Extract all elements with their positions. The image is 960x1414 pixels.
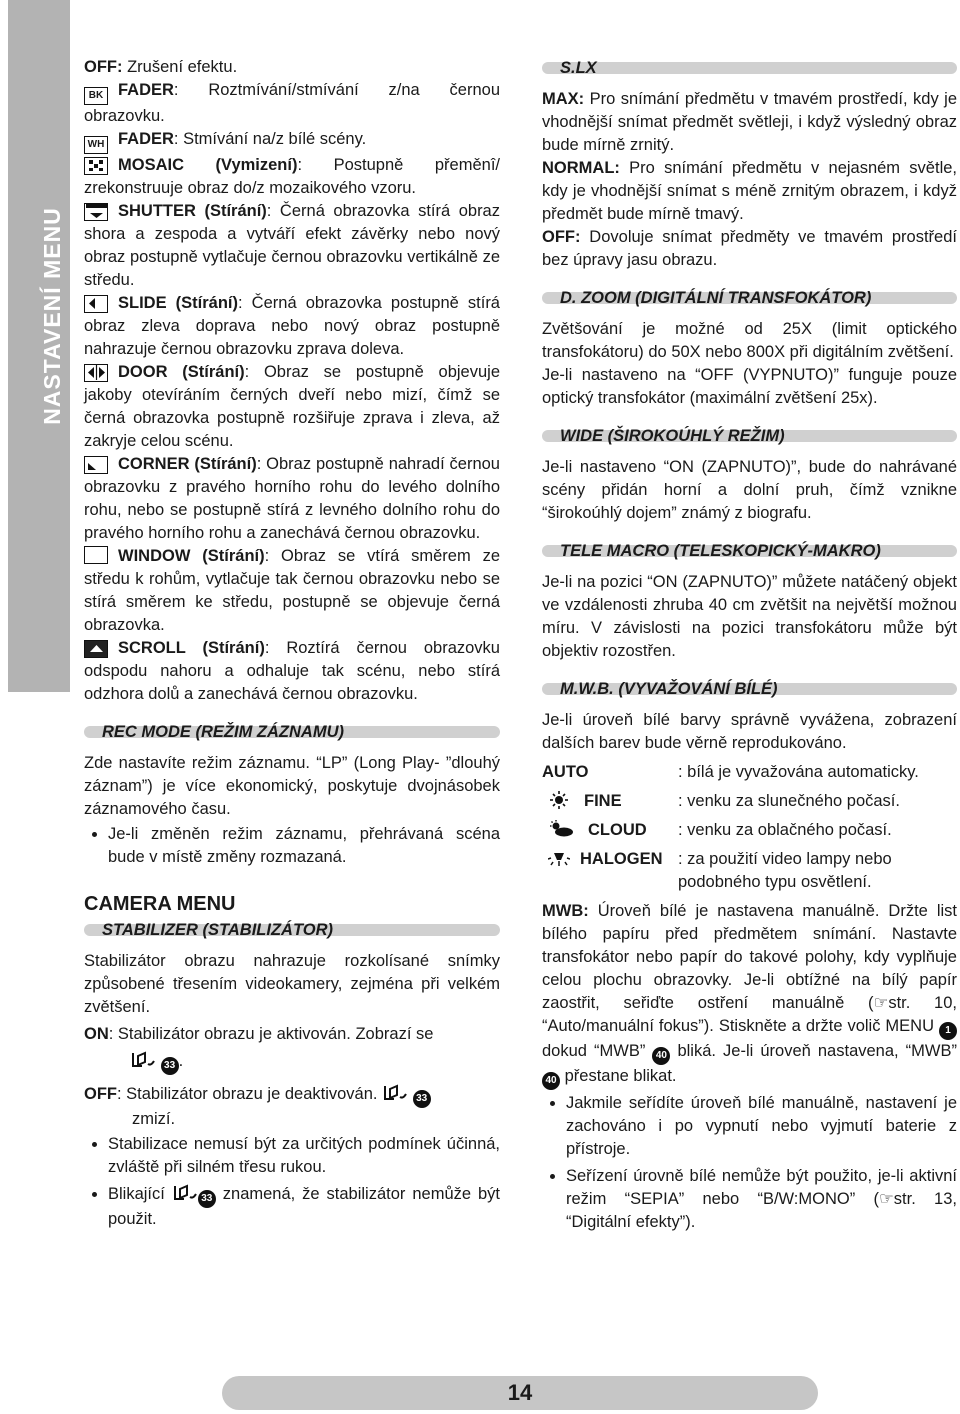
mwb-text: dokud “MWB” <box>542 1042 646 1060</box>
ref-number-40: 40 <box>542 1072 560 1090</box>
wide-title: WIDE (ŠIROKOÚHLÝ REŽIM) <box>560 427 785 445</box>
stabilizer-bullet <box>108 1183 500 1231</box>
fader-bk-text: : Roztmívání/stmívání z/na černou obrazovku. <box>84 81 500 125</box>
mwb-text: Úroveň bílé je nastavena manuálně. Držte list bílého papíru před předmětem snímání. Nastavte transfokátor nebo papír do takové polohy, kdy vyplňuje celou plochu obrazovky. Je-li obtížné na bílý papír zaostřit, seřiďte ostření manuálně ( <box>542 902 957 1012</box>
stabilizer-on-entry <box>84 1023 500 1046</box>
cloud-icon <box>548 820 570 838</box>
wb-halogen-row <box>542 848 957 894</box>
fader-white-icon: WH <box>84 136 108 154</box>
fader-bk-entry <box>84 79 500 128</box>
halogen-icon <box>548 849 570 867</box>
normal-label: NORMAL: <box>542 159 620 177</box>
window-entry <box>84 545 500 637</box>
stabilizer-heading <box>84 918 500 942</box>
shutter-text: : Černá obrazovka stírá obraz shora a zespoda a vytváří efekt závěrky nebo nový obraz postupně vytlačuje černou obrazovku vertikálně ze středu. <box>84 202 500 289</box>
rec-mode-bullet: • Je-li změněn režim záznamu, přehrávaná scéna bude v místě změny rozmazaná. <box>108 823 500 869</box>
stabilizer-icon <box>130 1050 156 1070</box>
cloud-label: CLOUD <box>588 821 647 839</box>
mwb-intro: Je-li úroveň bílé barvy správně vyvážena, zobrazení dalších barev bude věrně reprodukováno. <box>542 711 957 752</box>
dzoom-text: Zvětšování je možné od 25X (limit optického transfokátoru) do 50X nebo 800X při digitálním zvětšení. <box>542 320 957 361</box>
page-number: 14 <box>507 1380 533 1405</box>
mwb-text: Stiskněte a držte volič MENU <box>718 1017 935 1035</box>
shutter-label: SHUTTER (Stírání) <box>118 202 267 220</box>
off-label: OFF: <box>84 58 123 76</box>
ref-number-33: 33 <box>161 1057 179 1075</box>
stabilizer-bullets <box>84 1133 500 1231</box>
corner-text: : Obraz postupně nahradí černou obrazovku z pravého horního rohu do levého dolního rohu, nebo se postupně stírá z levného dolního rohu do pravého horního rohu a zanechává černou obrazovku. <box>84 455 500 542</box>
door-icon <box>84 364 108 382</box>
stabilizer-text: Stabilizátor obrazu nahrazuje rozkolísané snímky způsobené třesením videokamery, zejména při velkém zvětšení. <box>84 952 500 1016</box>
normal-text: Pro snímání předmětu v nejasném světle, kdy je vhodnější snímat s méně zrnitým obrazem, i když předmět bude mírně tmavý. <box>542 159 957 223</box>
slx-title: S.LX <box>560 59 597 77</box>
max-label: MAX: <box>542 90 585 108</box>
stabilizer-icon <box>172 1183 198 1203</box>
stabilizer-on-icon-line: 33 . <box>84 1050 500 1075</box>
max-text: Pro snímání předmětu v tmavém prostředí, kdy je vhodnější snímat předmět světleji, i když výsledný obraz bude mírně zrnitý. <box>542 90 957 154</box>
fader-wh-label: FADER <box>118 130 174 148</box>
fader-wh-text: : Stmívání na/z bílé scény. <box>173 130 367 148</box>
ref-number-1: 1 <box>939 1022 957 1040</box>
off-text: : Stabilizátor obrazu je deaktivován. <box>117 1085 378 1103</box>
window-label: WINDOW (Stírání) <box>118 547 265 565</box>
off-entry <box>84 56 500 79</box>
door-label: DOOR (Stírání) <box>118 363 245 381</box>
rec-mode-heading <box>84 720 500 744</box>
dzoom-title: D. ZOOM (DIGITÁLNÍ TRANSFOKÁTOR) <box>560 289 872 307</box>
section-tab-label: NASTAVENÍ MENU <box>39 207 65 425</box>
scroll-text: : Roztírá černou obrazovku odspodu nahoru a odhaluje tak scénu, nebo stírá odzhora dolů a zanechává černou obrazovku. <box>84 639 500 703</box>
shutter-entry <box>84 200 500 292</box>
sun-icon <box>548 791 570 809</box>
slx-heading <box>542 56 957 80</box>
fader-black-icon: BK <box>84 87 108 105</box>
slide-text: : Černá obrazovka postupně stírá obraz zleva doprava nebo nový obraz postupně nahrazuje černou obrazovku zprava doleva. <box>84 294 500 358</box>
section-tab <box>8 0 70 692</box>
pointing-hand-icon: ☞ <box>878 1190 894 1208</box>
bullet-text: Blikající <box>108 1185 165 1203</box>
mosaic-text: : Postupně přeměnî/ zrekonstruuje obraz do/z mozaikového vzoru. <box>84 156 500 197</box>
tele-macro-heading <box>542 539 957 563</box>
dzoom-text: Je-li nastaveno na “OFF (VYPNUTO)” funguje pouze optický transfokátor (maximální zvětšení 25x). <box>542 366 957 407</box>
pointing-hand-icon: ☞ <box>873 994 889 1012</box>
fine-text: : venku za slunečného počasí. <box>678 792 900 810</box>
off-tail: zmizí. <box>132 1110 176 1128</box>
window-icon <box>84 546 108 564</box>
bullet-text: znamená, že stabilizátor nemůže být použit. <box>108 1185 500 1228</box>
bullet-text: Seřízení úrovně bílé nemůže být použito, je-li aktivní režim “SEPIA” nebo “B/W:MONO” ( <box>566 1167 957 1208</box>
fader-wh-entry <box>84 128 500 154</box>
mwb-label: MWB: <box>542 902 589 920</box>
corner-icon <box>84 456 108 474</box>
rec-mode-bullets <box>84 823 500 869</box>
wide-text: Je-li nastaveno “ON (ZAPNUTO)”, bude do nahrávané scény přidán horní a dolní pruh, čímž vznikne “širokoúhlý dojem” známý z biografu. <box>542 458 957 522</box>
stabilizer-icon <box>382 1083 408 1103</box>
bullet-text: str. 13, “Digitální efekty”). <box>566 1190 957 1231</box>
cloud-text: : venku za oblačného počasí. <box>678 821 892 839</box>
stabilizer-off-entry <box>84 1083 500 1108</box>
door-text: : Obraz se postupně objevuje jakoby otevíráním černých dveří nebo mizí, čímž se černá obrazovka postupně rozšiřuje zprava i zleva, až zakryje celou scénu. <box>84 363 500 450</box>
corner-label: CORNER (Stírání) <box>118 455 257 473</box>
slide-icon <box>84 295 108 313</box>
left-column <box>84 56 500 1235</box>
page-number-bar <box>222 1376 818 1410</box>
mwb-entry <box>542 900 957 1090</box>
mwb-title: M.W.B. (VYVAŽOVÁNÍ BÍLÉ) <box>560 680 778 698</box>
fine-label: FINE <box>584 792 622 810</box>
rec-mode-text: Zde nastavíte režim záznamu. “LP” (Long Play- ”dlouhý záznam”) je více ekonomický, poskytuje dvojnásobek záznamového času. <box>84 754 500 818</box>
stabilizer-title: STABILIZER (STABILIZÁTOR) <box>102 921 333 939</box>
off-label: OFF <box>84 1085 117 1103</box>
halogen-text: : za použití video lampy nebo podobného typu osvětlení. <box>678 850 892 891</box>
tele-macro-text: Je-li na pozici “ON (ZAPNUTO)” můžete natáčený objekt ve vzdálenosti zhruba 40 cm zvětšit na největší možnou míru. V závislosti na pozici transfokátoru může být objektiv rozostřen. <box>542 573 957 660</box>
scroll-icon <box>84 640 108 658</box>
auto-text: : bílá je vyvažována automaticky. <box>678 763 919 781</box>
right-column <box>542 56 957 1238</box>
mosaic-icon <box>84 157 108 175</box>
normal-entry <box>542 157 957 226</box>
mwb-bullet <box>566 1165 957 1234</box>
ref-number-33: 33 <box>198 1190 216 1208</box>
slide-label: SLIDE (Stírání) <box>118 294 239 312</box>
wb-cloud-row <box>542 819 957 842</box>
door-entry <box>84 361 500 453</box>
dzoom-heading <box>542 286 957 310</box>
camera-menu-heading: CAMERA MENU <box>84 893 236 915</box>
tele-macro-title: TELE MACRO (TELESKOPICKÝ-MAKRO) <box>560 542 881 560</box>
on-label: ON <box>84 1025 109 1043</box>
slide-entry <box>84 292 500 361</box>
mwb-text: přestane blikat. <box>564 1067 677 1085</box>
mwb-heading <box>542 677 957 701</box>
mwb-bullets <box>542 1092 957 1234</box>
stabilizer-bullet: • Stabilizace nemusí být za určitých podmínek účinná, zvláště při silném třesu rukou. <box>108 1133 500 1179</box>
fader-bk-label: FADER <box>118 81 174 99</box>
auto-label: AUTO <box>542 763 589 781</box>
on-text: : Stabilizátor obrazu je aktivován. Zobrazí se <box>108 1025 434 1043</box>
wide-heading <box>542 424 957 448</box>
shutter-icon <box>84 203 108 221</box>
mwb-ref: str. 10, “Auto/manuální fokus”). <box>542 994 957 1035</box>
wb-fine-row <box>542 790 957 813</box>
scroll-entry <box>84 637 500 706</box>
mwb-bullet: • Jakmile seřídíte úroveň bílé manuálně, nastavení je zachováno i po vypnutí nebo vyjmutí baterie z přístroje. <box>566 1092 957 1161</box>
window-text: : Obraz se vtírá směrem ze středu k rohům, vytlačuje tak černou obrazovku nebo se stírá směrem ke středu, postupně se objevuje černá obrazovka. <box>84 547 500 634</box>
off-text: Dovoluje snímat předměty ve tmavém prostředí bez úpravy jasu obrazu. <box>542 228 957 269</box>
corner-entry <box>84 453 500 545</box>
off-label: OFF: <box>542 228 581 246</box>
scroll-label: SCROLL (Stírání) <box>118 639 265 657</box>
halogen-label: HALOGEN <box>580 850 663 868</box>
ref-number-40: 40 <box>652 1047 670 1065</box>
wb-auto-row <box>542 761 957 784</box>
max-entry <box>542 88 957 157</box>
rec-mode-title: REC MODE (REŽIM ZÁZNAMU) <box>102 723 344 741</box>
mwb-text: bliká. Je-li úroveň nastavena, “MWB” <box>677 1042 957 1060</box>
mosaic-label: MOSAIC (Vymizení) <box>118 156 298 174</box>
mosaic-entry <box>84 154 500 200</box>
slx-off-entry <box>542 226 957 272</box>
ref-number-33: 33 <box>413 1090 431 1108</box>
off-text: Zrušení efektu. <box>127 58 238 76</box>
